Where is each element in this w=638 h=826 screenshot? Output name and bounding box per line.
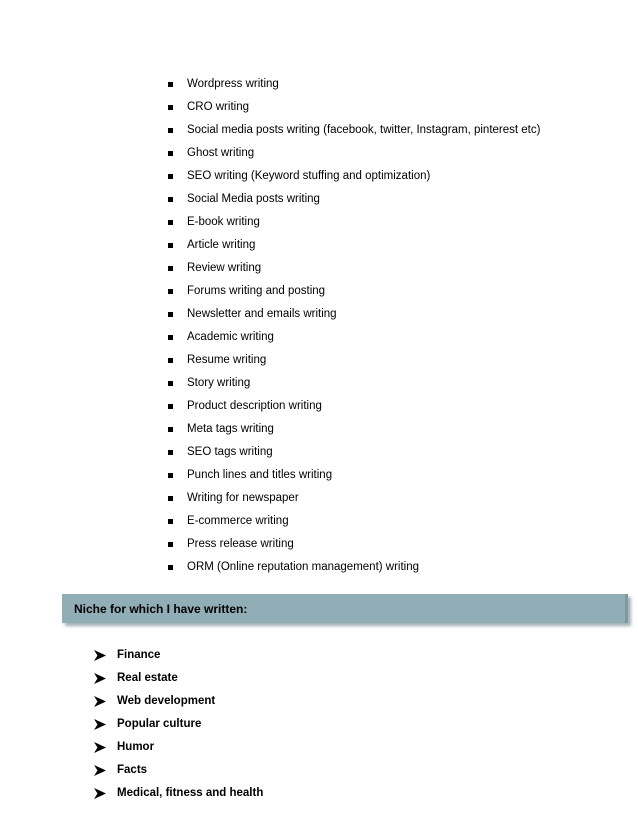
list-item-text: Product description writing xyxy=(187,400,322,412)
list-item-text: ORM (Online reputation management) writing xyxy=(187,561,420,573)
square-bullet-icon xyxy=(168,220,173,225)
list-item xyxy=(168,73,540,96)
list-item xyxy=(94,713,263,736)
list-item-text: Review writing xyxy=(187,262,262,274)
list-item-text: Wordpress writing xyxy=(187,78,279,90)
list-item xyxy=(168,211,540,234)
square-bullet-icon xyxy=(168,266,173,271)
list-item-text: Punch lines and titles writing xyxy=(187,469,333,481)
list-item xyxy=(168,119,540,142)
arrow-bullet-icon xyxy=(94,742,106,753)
square-bullet-icon xyxy=(168,381,173,386)
square-bullet-icon xyxy=(168,358,173,363)
list-item-text: E-book writing xyxy=(187,216,260,228)
list-item xyxy=(94,667,263,690)
square-bullet-icon xyxy=(168,427,173,432)
list-item xyxy=(168,326,540,349)
list-item xyxy=(168,510,540,533)
list-item-text: Humor xyxy=(117,741,155,753)
list-item xyxy=(94,736,263,759)
niche-section-header xyxy=(62,594,628,623)
square-bullet-icon xyxy=(168,542,173,547)
list-item xyxy=(168,441,540,464)
square-bullet-icon xyxy=(168,82,173,87)
square-bullet-icon xyxy=(168,128,173,133)
list-item-text: Social media posts writing (facebook, twitter, Instagram, pinterest etc) xyxy=(187,124,541,136)
list-item-text: Medical, fitness and health xyxy=(117,787,264,799)
square-bullet-icon xyxy=(168,174,173,179)
square-bullet-icon xyxy=(168,496,173,501)
square-bullet-icon xyxy=(168,404,173,409)
list-item-text: Social Media posts writing xyxy=(187,193,320,205)
square-bullet-icon xyxy=(168,565,173,570)
list-item xyxy=(168,487,540,510)
list-item-text: Article writing xyxy=(187,239,256,251)
list-item xyxy=(168,234,540,257)
list-item xyxy=(168,556,540,579)
list-item xyxy=(168,96,540,119)
list-item xyxy=(168,142,540,165)
square-bullet-icon xyxy=(168,197,173,202)
arrow-bullet-icon xyxy=(94,719,106,730)
list-item xyxy=(168,464,540,487)
services-list xyxy=(168,73,540,579)
square-bullet-icon xyxy=(168,151,173,156)
square-bullet-icon xyxy=(168,335,173,340)
list-item-text: Newsletter and emails writing xyxy=(187,308,337,320)
square-bullet-icon xyxy=(168,243,173,248)
list-item-text: SEO tags writing xyxy=(187,446,273,458)
square-bullet-icon xyxy=(168,312,173,317)
square-bullet-icon xyxy=(168,473,173,478)
list-item-text: E-commerce writing xyxy=(187,515,289,527)
niche-list xyxy=(94,644,263,805)
list-item-text: Writing for newspaper xyxy=(187,492,299,504)
square-bullet-icon xyxy=(168,289,173,294)
list-item xyxy=(168,349,540,372)
list-item-text: CRO writing xyxy=(187,101,249,113)
arrow-bullet-icon xyxy=(94,650,106,661)
list-item-text: Story writing xyxy=(187,377,251,389)
arrow-bullet-icon xyxy=(94,696,106,707)
list-item xyxy=(168,533,540,556)
arrow-bullet-icon xyxy=(94,765,106,776)
list-item xyxy=(168,418,540,441)
list-item xyxy=(168,395,540,418)
list-item-text: Finance xyxy=(117,649,161,661)
list-item xyxy=(168,372,540,395)
list-item xyxy=(168,257,540,280)
list-item xyxy=(168,303,540,326)
list-item-text: Academic writing xyxy=(187,331,274,343)
list-item-text: Web development xyxy=(117,695,216,707)
niche-section-title: Niche for which I have written: xyxy=(74,601,248,616)
list-item-text: Real estate xyxy=(117,672,178,684)
list-item-text: Facts xyxy=(117,764,148,776)
arrow-bullet-icon xyxy=(94,673,106,684)
square-bullet-icon xyxy=(168,450,173,455)
list-item-text: Resume writing xyxy=(187,354,267,366)
list-item-text: Forums writing and posting xyxy=(187,285,326,297)
list-item xyxy=(94,759,263,782)
list-item xyxy=(168,280,540,303)
square-bullet-icon xyxy=(168,105,173,110)
list-item xyxy=(94,644,263,667)
list-item xyxy=(94,690,263,713)
list-item xyxy=(168,188,540,211)
square-bullet-icon xyxy=(168,519,173,524)
arrow-bullet-icon xyxy=(94,788,106,799)
list-item-text: SEO writing (Keyword stuffing and optimization) xyxy=(187,170,431,182)
list-item-text: Ghost writing xyxy=(187,147,255,159)
list-item-text: Meta tags writing xyxy=(187,423,274,435)
list-item xyxy=(94,782,263,805)
list-item-text: Popular culture xyxy=(117,718,202,730)
list-item xyxy=(168,165,540,188)
list-item-text: Press release writing xyxy=(187,538,294,550)
